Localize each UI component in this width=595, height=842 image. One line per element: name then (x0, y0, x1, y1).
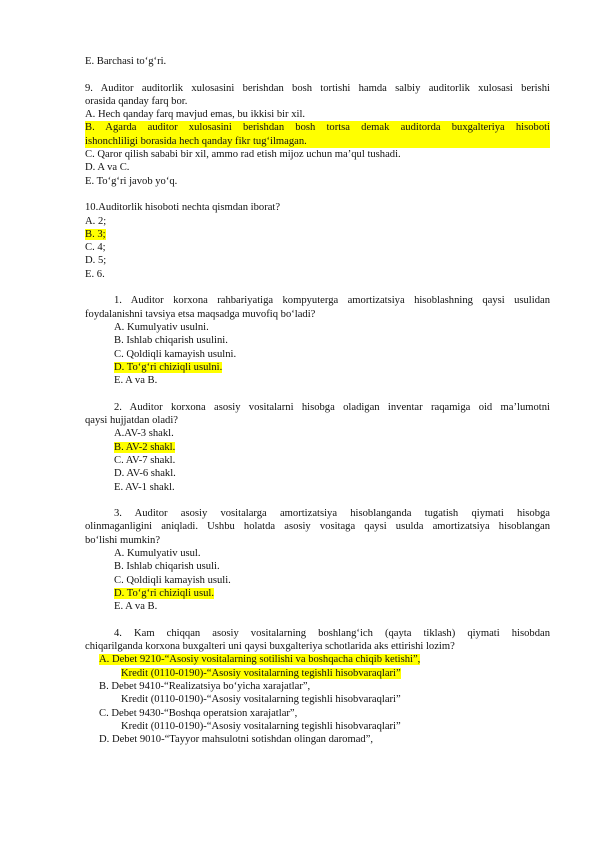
question-s3-text-line1: 3. Auditor asosiy vositalarga amortizatsiya hisoblanganda tugatish qiymati hisobga (114, 508, 550, 520)
question-s4-option-a-line2-correct: Kredit (0110-0190)-“Asosiy vositalarning tegishli hisobvaraqlari” (121, 667, 401, 679)
question-s1-option-a: A. Kumulyativ usulni. (114, 321, 209, 333)
document-body (85, 55, 550, 746)
question-s2-option-c: C. AV-7 shakl. (114, 454, 176, 466)
question-s3-option-c: C. Qoldiqli kamayish usuli. (114, 574, 231, 586)
question-9-option-d: D. A va C. (85, 162, 130, 174)
question-10 (85, 201, 550, 281)
question-s2 (85, 401, 550, 494)
option-e-prev: E. Barchasi to‘g‘ri. (85, 56, 167, 67)
question-s2-option-d: D. AV-6 shakl. (114, 468, 176, 480)
question-s4-option-b-line2: Kredit (0110-0190)-“Asosiy vositalarning tegishli hisobvaraqlari” (121, 694, 401, 706)
question-s3-option-b: B. Ishlab chiqarish usuli. (114, 561, 220, 573)
question-s2-option-b-correct: B. AV-2 shakl. (114, 441, 176, 453)
question-10-text: 10.Auditorlik hisoboti nechta qismdan iborat? (85, 202, 281, 214)
question-10-option-b-correct: B. 3; (85, 228, 106, 240)
question-s1-option-c: C. Qoldiqli kamayish usulni. (114, 348, 237, 360)
question-s4-option-c-line1: C. Debet 9430-“Boshqa operatsion xarajatlar”, (99, 707, 298, 719)
question-9-option-b-line2: ishonchliligi borasida hech qanday fikr tug‘ilmagan. (85, 135, 307, 147)
question-9-option-b-correct (85, 121, 550, 148)
question-s4-option-b-line1: B. Debet 9410-“Realizatsiya bo‘yicha xarajatlar”, (99, 680, 311, 692)
question-s3 (85, 507, 550, 613)
question-s1-option-b: B. Ishlab chiqarish usulini. (114, 335, 228, 347)
question-s4 (85, 627, 550, 747)
question-9-option-c: C. Qaror qilish sababi bir xil, ammo rad etish mijoz uchun ma’qul tushadi. (85, 149, 401, 161)
question-s2-option-e: E. AV-1 shakl. (114, 481, 175, 493)
question-s4-text-line1: 4. Kam chiqqan asosiy vositalarning boshlang‘ich (qayta tiklash) qiymati hisobdan (114, 627, 550, 639)
question-10-option-c: C. 4; (85, 242, 106, 254)
question-s2-text-line2: qaysi hujjatdan oladi? (85, 415, 178, 427)
question-9-option-b-line1: B. Agarda auditor xulosasini berishdan bosh tortsa demak auditorda buxgalteriya hisoboti (85, 122, 550, 134)
question-s1-text-line2: foydalanishni tavsiya etsa maqsadga muvofiq bo‘ladi? (85, 308, 316, 320)
question-s3-option-e: E. A va B. (114, 601, 158, 613)
question-s2-text-line1: 2. Auditor korxona asosiy vositalarni hisobga oladigan inventar raqamiga oid ma’lumotni (114, 401, 550, 413)
question-9 (85, 82, 550, 188)
question-s1-option-e: E. A va B. (114, 375, 158, 387)
question-s4-option-d-line1: D. Debet 9010-“Tayyor mahsulotni sotishdan olingan daromad”, (99, 734, 374, 746)
question-s1 (85, 294, 550, 387)
question-s4-text-line2: chiqarilganda korxona buxgalteri uni qaysi buxgalteriya schotlarida aks ettirishi lozim? (85, 641, 455, 653)
question-s4-option-a-line1-correct: A. Debet 9210-“Asosiy vositalarning sotilishi va boshqacha chiqib ketishi”, (99, 654, 421, 666)
question-9-option-e: E. To‘g‘ri javob yo‘q. (85, 175, 178, 187)
question-9-option-a: A. Hech qanday farq mavjud emas, bu ikkisi bir xil. (85, 109, 306, 121)
question-s3-option-a: A. Kumulyativ usul. (114, 547, 201, 559)
question-s1-text-line1: 1. Auditor korxona rahbariyatiga kompyuterga amortizatsiya hisoblashning qaysi usulidan (114, 295, 550, 307)
question-s3-text-line2: olinmaganligini aniqladi. Ushbu holatda asosiy vositaga qaysi usulda amortizatsiya hisoblangan (85, 521, 550, 533)
question-s1-option-d-correct: D. To‘g‘ri chiziqli usulni. (114, 361, 223, 373)
question-10-option-a: A. 2; (85, 215, 107, 227)
question-s3-option-d-correct: D. To‘g‘ri chiziqli usul. (114, 587, 214, 599)
question-s3-text-line3: bo‘lishi mumkin? (85, 534, 161, 546)
question-10-option-e: E. 6. (85, 268, 105, 280)
question-10-option-d: D. 5; (85, 255, 107, 267)
question-9-text-line2: orasida qanday farq bor. (85, 95, 188, 107)
question-s2-option-a: A.AV-3 shakl. (114, 428, 174, 440)
question-s4-option-c-line2: Kredit (0110-0190)-“Asosiy vositalarning tegishli hisobvaraqlari” (121, 720, 401, 732)
question-9-text-line1: 9. Auditor auditorlik xulosasini berishdan bosh tortishi hamda salbiy auditorlik xulosasi berishi (85, 82, 550, 94)
